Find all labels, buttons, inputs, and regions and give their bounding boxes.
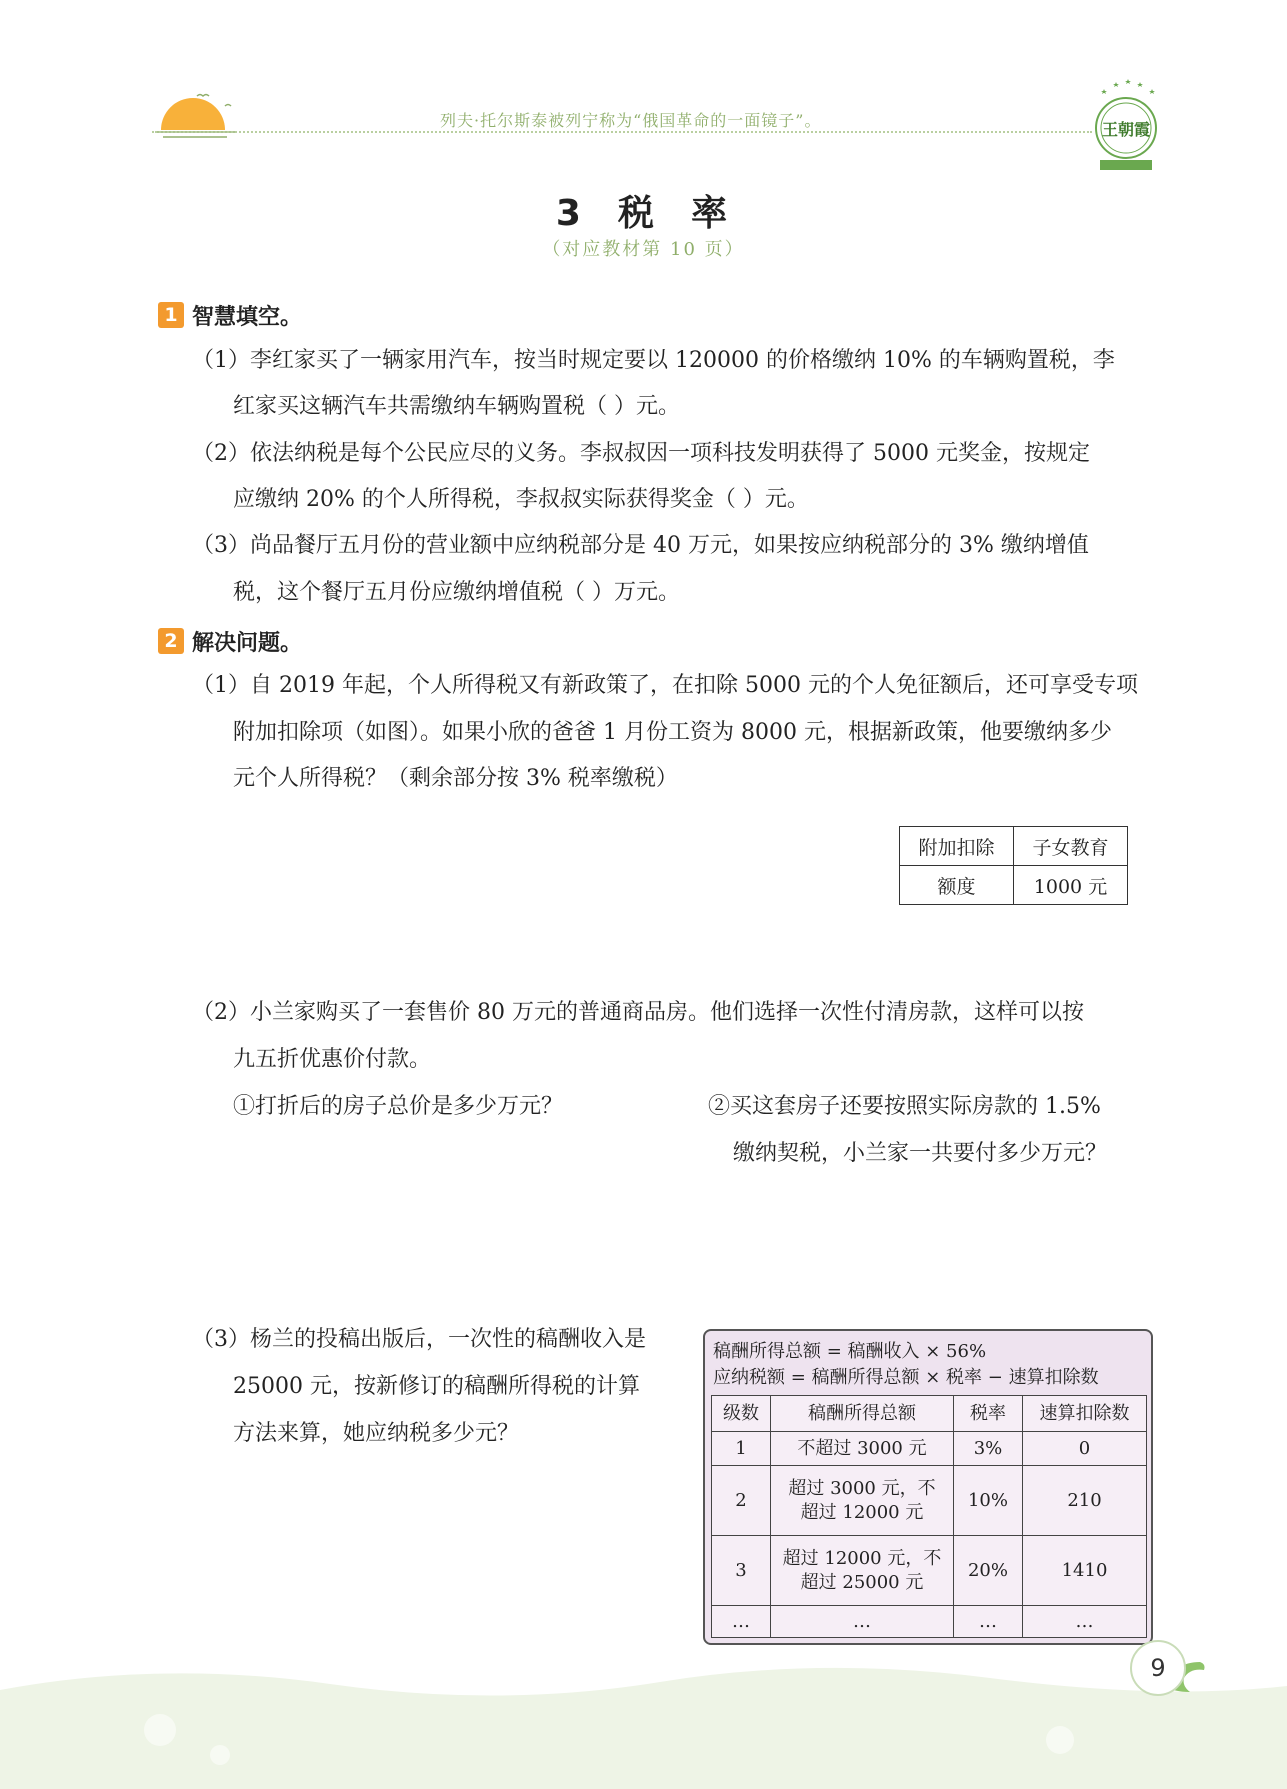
table-cell: 额度 <box>900 866 1014 905</box>
question-text: （1）李红家买了一辆家用汽车，按当时规定要以 120000 的价格缴纳 10% 的车辆购置税，李 <box>192 348 1115 373</box>
column-header: 级数 <box>712 1396 771 1432</box>
deduction-table <box>899 826 1128 905</box>
tax-rate-box <box>703 1329 1153 1645</box>
question-text: 九五折优惠价付款。 <box>233 1047 432 1072</box>
section-title: 智慧填空。 <box>192 304 303 330</box>
formula-text: 稿酬所得总额 = 稿酬收入 × 56% <box>713 1341 987 1362</box>
section-2-header <box>158 627 302 655</box>
section-title: 解决问题。 <box>192 630 303 656</box>
table-header-row <box>712 1396 1147 1432</box>
question-text: 税，这个餐厅五月份应缴纳增值税（ ）万元。 <box>233 580 680 605</box>
table-cell: 子女教育 <box>1014 827 1128 866</box>
sub-question-text: ①打折后的房子总价是多少万元？ <box>233 1094 564 1119</box>
lesson-subtitle: （对应教材第 10 页） <box>542 239 745 260</box>
table-cell <box>771 1466 954 1536</box>
formula-text: 应纳税额 = 稿酬所得总额 × 税率 − 速算扣除数 <box>713 1367 1099 1388</box>
cell-line: 超过 12000 元，不 <box>782 1548 942 1570</box>
question-text: （1）自 2019 年起，个人所得税又有新政策了，在扣除 5000 元的个人免征额后，还可享受专项 <box>192 673 1138 698</box>
table-cell: 附加扣除 <box>900 827 1014 866</box>
table-cell: 1000 元 <box>1014 866 1128 905</box>
table-cell: … <box>1023 1606 1147 1638</box>
column-header: 速算扣除数 <box>1023 1396 1147 1432</box>
table-row <box>712 1432 1147 1466</box>
table-row <box>712 1606 1147 1638</box>
question-text: （3）尚品餐厅五月份的营业额中应纳税部分是 40 万元，如果按应纳税部分的 3% 缴纳增值 <box>192 533 1089 558</box>
tax-rate-table <box>711 1395 1147 1638</box>
table-cell: 2 <box>712 1466 771 1536</box>
table-cell: 0 <box>1023 1432 1147 1466</box>
table-cell: 3% <box>954 1432 1023 1466</box>
question-text: 元个人所得税？（剩余部分按 3% 税率缴税） <box>233 766 678 791</box>
svg-text:王朝霞: 王朝霞 <box>1101 120 1151 139</box>
table-row <box>712 1536 1147 1606</box>
header-quote: 列夫·托尔斯泰被列宁称为“俄国革命的一面镜子”。 <box>440 111 822 130</box>
lesson-title: 3 税 率 <box>555 193 732 234</box>
table-cell: 1 <box>712 1432 771 1466</box>
table-cell: … <box>771 1606 954 1638</box>
question-text: 25000 元，按新修订的稿酬所得税的计算 <box>233 1374 640 1399</box>
table-row <box>712 1466 1147 1536</box>
table-cell: 3 <box>712 1536 771 1606</box>
column-header: 稿酬所得总额 <box>771 1396 954 1432</box>
header-dotted-line <box>152 131 1092 133</box>
footer-wave-decoration <box>0 1660 1287 1789</box>
table-cell <box>771 1536 954 1606</box>
table-row <box>900 866 1128 905</box>
question-text: 方法来算，她应纳税多少元？ <box>233 1421 520 1446</box>
table-cell: … <box>712 1606 771 1638</box>
table-cell: 210 <box>1023 1466 1147 1536</box>
table-cell: 20% <box>954 1536 1023 1606</box>
question-text: 附加扣除项（如图）。如果小欣的爸爸 1 月份工资为 8000 元，根据新政策，他要缴纳多少 <box>233 720 1112 745</box>
section-number-badge: 1 <box>158 302 184 328</box>
cell-line: 超过 3000 元，不 <box>788 1478 936 1500</box>
table-row <box>900 827 1128 866</box>
section-1-header <box>158 301 302 329</box>
sub-question-text: 缴纳契税，小兰家一共要付多少万元？ <box>733 1141 1108 1166</box>
table-cell: 1410 <box>1023 1536 1147 1606</box>
question-text: 应缴纳 20% 的个人所得税，李叔叔实际获得奖金（ ）元。 <box>233 487 809 512</box>
question-text: 红家买这辆汽车共需缴纳车辆购置税（ ）元。 <box>233 394 680 419</box>
table-cell: … <box>954 1606 1023 1638</box>
question-text: （3）杨兰的投稿出版后，一次性的稿酬收入是 <box>192 1327 646 1352</box>
table-cell: 10% <box>954 1466 1023 1536</box>
cell-line: 超过 25000 元 <box>800 1571 924 1593</box>
cell-line: 超过 12000 元 <box>800 1501 924 1523</box>
sub-question-text: ②买这套房子还要按照实际房款的 1.5% <box>708 1094 1101 1119</box>
publisher-logo <box>1088 78 1164 172</box>
column-header: 税率 <box>954 1396 1023 1432</box>
page-number: 9 <box>1130 1640 1186 1696</box>
section-number-badge: 2 <box>158 628 184 654</box>
question-text: （2）小兰家购买了一套售价 80 万元的普通商品房。他们选择一次性付清房款，这样可以按 <box>192 1000 1084 1025</box>
question-text: （2）依法纳税是每个公民应尽的义务。李叔叔因一项科技发明获得了 5000 元奖金，按规定 <box>192 441 1090 466</box>
table-cell: 不超过 3000 元 <box>771 1432 954 1466</box>
